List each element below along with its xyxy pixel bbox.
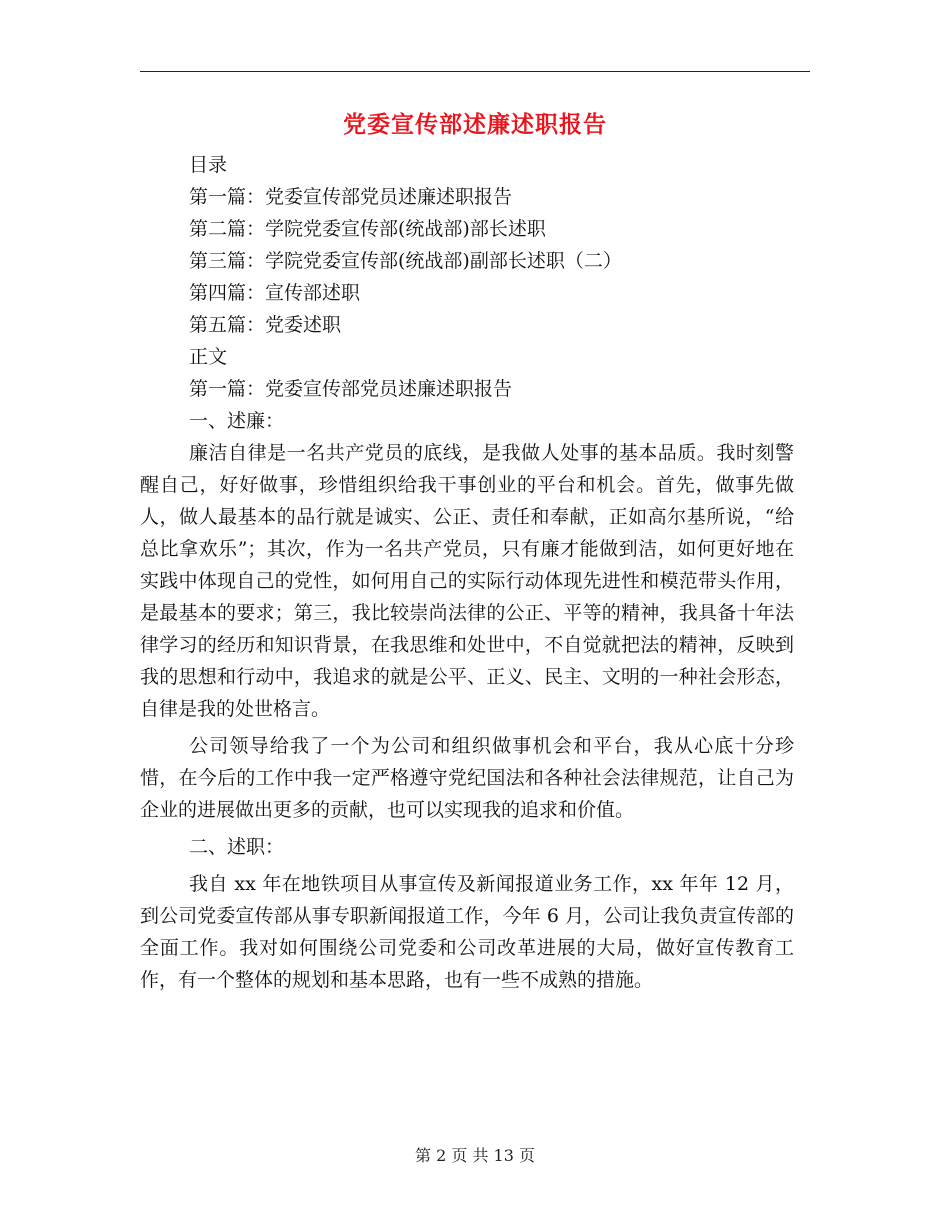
header-rule [140, 71, 810, 72]
toc-item: 第一篇：党委宣传部党员述廉述职报告 [189, 186, 513, 208]
document-body [140, 149, 794, 996]
section-heading: 二、述职： [189, 836, 285, 858]
paragraph: 我自 xx 年在地铁项目从事宣传及新闻报道业务工作，xx 年年 12 月，到公司党委宣传部从事专职新闻报道工作，今年 6 月，公司让我负责宣传部的全面工作。我对如何围绕公司党委和公司改革进展的大局，做好宣传教育工作，有一个整体的规划和基本思路，也有一些不成熟的措施。 [140, 873, 794, 991]
paragraph: 公司领导给我了一个为公司和组织做事机会和平台，我从心底十分珍惜，在今后的工作中我一定严格遵守党纪国法和各种社会法律规范，让自己为企业的进展做出更多的贡献，也可以实现我的追求和价值。 [140, 735, 794, 821]
toc-item: 第二篇：学院党委宣传部(统战部)部长述职 [189, 218, 546, 240]
toc-item: 第三篇：学院党委宣传部(统战部)副部长述职（二） [189, 250, 622, 272]
section-heading: 一、述廉： [189, 410, 285, 432]
paragraph: 廉洁自律是一名共产党员的底线，是我做人处事的基本品质。我时刻警醒自己，好好做事，珍惜组织给我干事创业的平台和机会。首先，做事先做人，做人最基本的品行就是诚实、公正、责任和奉献，正如高尔基所说，“给总比拿欢乐”；其次，作为一名共产党员，只有廉才能做到洁，如何更好地在实践中体现自己的党性，如何用自己的实际行动体现先进性和模范带头作用，是最基本的要求；第三，我比较崇尚法律的公正、平等的精神，我具备十年法律学习的经历和知识背景，在我思维和处世中，不自觉就把法的精神，反映到我的思想和行动中，我追求的就是公平、正义、民主、文明的一种社会形态，自律是我的处世格言。 [140, 442, 794, 720]
toc-item: 第五篇：党委述职 [189, 314, 342, 336]
toc-item: 第四篇：宣传部述职 [189, 282, 361, 304]
document-title: 党委宣传部述廉述职报告 [343, 111, 607, 138]
toc-heading: 目录 [189, 154, 228, 176]
article-title: 第一篇：党委宣传部党员述廉述职报告 [189, 378, 513, 400]
page-number: 第 2 页 共 13 页 [415, 1146, 535, 1165]
body-heading: 正文 [189, 346, 228, 368]
